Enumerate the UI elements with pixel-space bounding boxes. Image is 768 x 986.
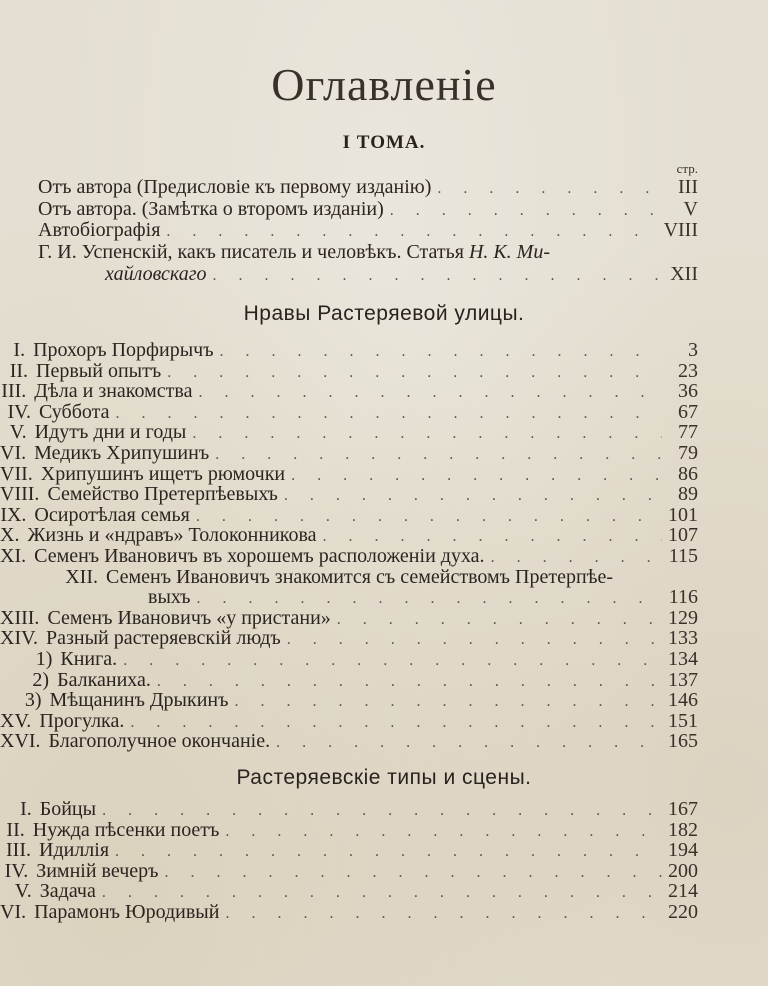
entry-label: Автобіографія — [38, 219, 161, 241]
dot-leader — [491, 549, 662, 567]
entry-label: Прогулка. — [39, 709, 125, 732]
dot-leader — [196, 508, 662, 526]
entry-page: 79 — [678, 442, 698, 464]
toc-entry[interactable] — [0, 627, 698, 649]
toc-subentry[interactable] — [0, 689, 698, 711]
dot-leader — [192, 425, 662, 443]
entry-label: Книга. — [60, 648, 118, 670]
dot-leader — [284, 487, 662, 505]
dot-leader — [130, 714, 662, 732]
dot-leader — [276, 734, 662, 752]
entry-label: Семенъ Ивановичъ «у пристани» — [47, 606, 331, 629]
section-title: Нравы Растеряевой улицы. — [243, 302, 525, 325]
dot-leader — [437, 180, 662, 198]
toc-entry-continuation[interactable] — [148, 586, 698, 608]
toc-subentry[interactable] — [0, 648, 698, 670]
page-column-label: стр. — [676, 161, 698, 176]
toc-entry[interactable] — [0, 339, 698, 361]
dot-leader — [123, 652, 662, 670]
toc-entry[interactable] — [0, 860, 698, 882]
toc-entry[interactable] — [0, 380, 698, 402]
dot-leader — [291, 467, 662, 485]
dot-leader — [115, 843, 662, 861]
dot-leader — [116, 405, 663, 423]
toc-entry[interactable] — [0, 566, 698, 588]
entry-number: I. — [20, 798, 32, 820]
entry-page: V — [683, 198, 698, 220]
entry-label: Отъ автора (Предисловіе къ первому изданію) — [38, 176, 432, 198]
toc-entry[interactable] — [0, 880, 698, 902]
entry-label: Медикъ Хрипушинъ — [34, 442, 210, 464]
entry-page: 146 — [668, 689, 698, 712]
dot-leader — [337, 611, 662, 629]
entry-page: III — [678, 176, 698, 198]
entry-page: 134 — [668, 648, 698, 670]
entry-page: XII — [670, 263, 698, 285]
entry-label: Разный растеряевскій людъ — [45, 627, 281, 650]
entry-label: Благополучное окончаніе. — [48, 730, 271, 753]
toc-entry[interactable] — [0, 401, 698, 423]
toc-entry[interactable] — [0, 798, 698, 820]
entry-page: 101 — [668, 503, 698, 526]
entry-page: VIII — [663, 219, 698, 241]
entry-label: Г. И. Успенскій, какъ писатель и человѣкъ. Статья — [38, 241, 464, 263]
entry-number: XV. — [0, 709, 32, 732]
dot-leader — [102, 802, 662, 820]
entry-label: Зимній вечеръ — [36, 859, 159, 882]
entry-label: Парамонъ Юродивый — [34, 901, 220, 923]
entry-number: IX. — [0, 503, 27, 526]
entry-number: 2) — [32, 668, 50, 691]
entry-page: 220 — [668, 901, 698, 923]
toc-entry[interactable] — [38, 176, 698, 198]
dot-leader — [157, 673, 662, 691]
entry-number: VI. — [0, 901, 27, 923]
entry-label: Задача — [39, 880, 96, 903]
dot-leader — [220, 343, 662, 361]
entry-page: 137 — [668, 668, 698, 691]
entry-page: 194 — [668, 839, 698, 862]
toc-entry[interactable] — [0, 710, 698, 732]
entry-number: XII. — [65, 565, 98, 588]
entry-number: 3) — [24, 689, 42, 712]
entry-label-continuation: выхъ — [148, 586, 191, 609]
dot-leader — [198, 384, 662, 402]
toc-entry[interactable] — [0, 442, 698, 464]
toc-entry-continuation[interactable] — [105, 263, 698, 285]
dot-leader — [215, 446, 662, 464]
toc-entry[interactable] — [0, 360, 698, 382]
entry-page: 115 — [668, 545, 698, 567]
entry-number: III. — [6, 839, 31, 862]
entry-page: 107 — [668, 524, 698, 547]
entry-number: VII. — [0, 462, 33, 485]
entry-number: XIV. — [0, 627, 38, 650]
toc-entry[interactable] — [38, 198, 698, 220]
entry-label: Идиллія — [39, 839, 110, 862]
toc-entry[interactable] — [0, 839, 698, 861]
toc-subentry[interactable] — [0, 669, 698, 691]
entry-page: 36 — [678, 380, 698, 403]
toc-entry[interactable] — [0, 819, 698, 841]
entry-label: Первый опытъ — [36, 359, 162, 382]
toc-entry[interactable] — [0, 901, 698, 923]
entry-page: 77 — [678, 421, 698, 444]
entry-label: Осиротѣлая семья — [34, 503, 190, 526]
toc-entry[interactable] — [0, 463, 698, 485]
entry-label: Нужда пѣсенки поетъ — [32, 818, 220, 841]
entry-label: Бойцы — [39, 798, 97, 820]
entry-label: Семейство Претерпѣевыхъ — [47, 483, 278, 506]
entry-number: VIII. — [0, 483, 40, 506]
toc-entry[interactable] — [0, 504, 698, 526]
entry-page: 214 — [668, 880, 698, 903]
entry-number: V. — [9, 421, 27, 444]
entry-page: 165 — [668, 730, 698, 753]
entry-number: V. — [14, 880, 32, 903]
toc-entry[interactable] — [0, 545, 698, 567]
entry-label: Семенъ Ивановичъ въ хорошемъ расположеніи духа. — [34, 545, 485, 567]
dot-leader — [213, 267, 662, 285]
entry-page: 200 — [668, 859, 698, 882]
dot-leader — [234, 693, 662, 711]
entry-page: 23 — [678, 359, 698, 382]
entry-label: Балканиха. — [57, 668, 151, 691]
entry-page: 116 — [668, 586, 698, 609]
entry-label: Идутъ дни и годы — [34, 421, 187, 444]
entry-page: 89 — [678, 483, 698, 506]
entry-page: 133 — [668, 627, 698, 650]
entry-label: Прохоръ Порфирычъ — [33, 339, 214, 361]
entry-page: 3 — [688, 339, 698, 361]
toc-entry[interactable] — [38, 241, 698, 263]
dot-leader — [287, 631, 662, 649]
toc-entry[interactable] — [0, 524, 698, 546]
dot-leader — [225, 823, 662, 841]
entry-number: I. — [13, 339, 26, 361]
entry-number: XIII. — [0, 606, 40, 629]
dot-leader — [167, 364, 662, 382]
dot-leader — [102, 884, 662, 902]
entry-page: 67 — [678, 400, 698, 423]
toc-entry[interactable] — [0, 607, 698, 629]
toc-entry[interactable] — [38, 219, 698, 241]
entry-page: 182 — [668, 818, 698, 841]
dot-leader — [390, 202, 662, 220]
toc-entry[interactable] — [0, 483, 698, 505]
entry-label: Жизнь и «ндравъ» Толоконникова — [27, 524, 317, 547]
dot-leader — [165, 864, 662, 882]
entry-number: II. — [9, 359, 29, 382]
entry-label: Семенъ Ивановичъ знакомится съ семействомъ Претерпѣе- — [106, 565, 614, 588]
entry-label: Отъ автора. (Замѣтка о второмъ изданіи) — [38, 198, 384, 220]
entry-number: II. — [6, 818, 25, 841]
entry-number: III. — [1, 380, 27, 403]
entry-number: XVI. — [0, 730, 41, 753]
entry-number: IV. — [4, 859, 29, 882]
entry-page: 151 — [668, 709, 698, 732]
entry-label: Мѣщанинъ Дрыкинъ — [49, 689, 229, 712]
dot-leader — [196, 590, 662, 608]
entry-label-continuation: хайловскаго — [105, 263, 207, 285]
entry-page: 129 — [668, 606, 698, 629]
dot-leader — [225, 905, 662, 923]
volume-heading: I ТОМА. — [342, 132, 426, 153]
section-title: Растеряевскіе типы и сцены. — [236, 766, 532, 789]
entry-number: XI. — [0, 545, 27, 567]
dot-leader — [166, 223, 657, 241]
dot-leader — [323, 528, 662, 546]
entry-label: Хрипушинъ ищетъ рюмочки — [40, 462, 286, 485]
entry-label: Дѣла и знакомства — [34, 380, 193, 403]
toc-entry[interactable] — [0, 421, 698, 443]
entry-number: VI. — [0, 442, 27, 464]
entry-label: Суббота — [38, 400, 110, 423]
entry-author: Н. К. Ми- — [468, 241, 550, 263]
entry-page: 86 — [678, 462, 698, 485]
page-title: Оглавленіе — [271, 59, 497, 110]
entry-number: X. — [0, 524, 20, 547]
entry-number: IV. — [7, 400, 31, 423]
entry-number: 1) — [35, 648, 53, 670]
toc-entry[interactable] — [0, 730, 698, 752]
entry-page: 167 — [668, 798, 698, 820]
